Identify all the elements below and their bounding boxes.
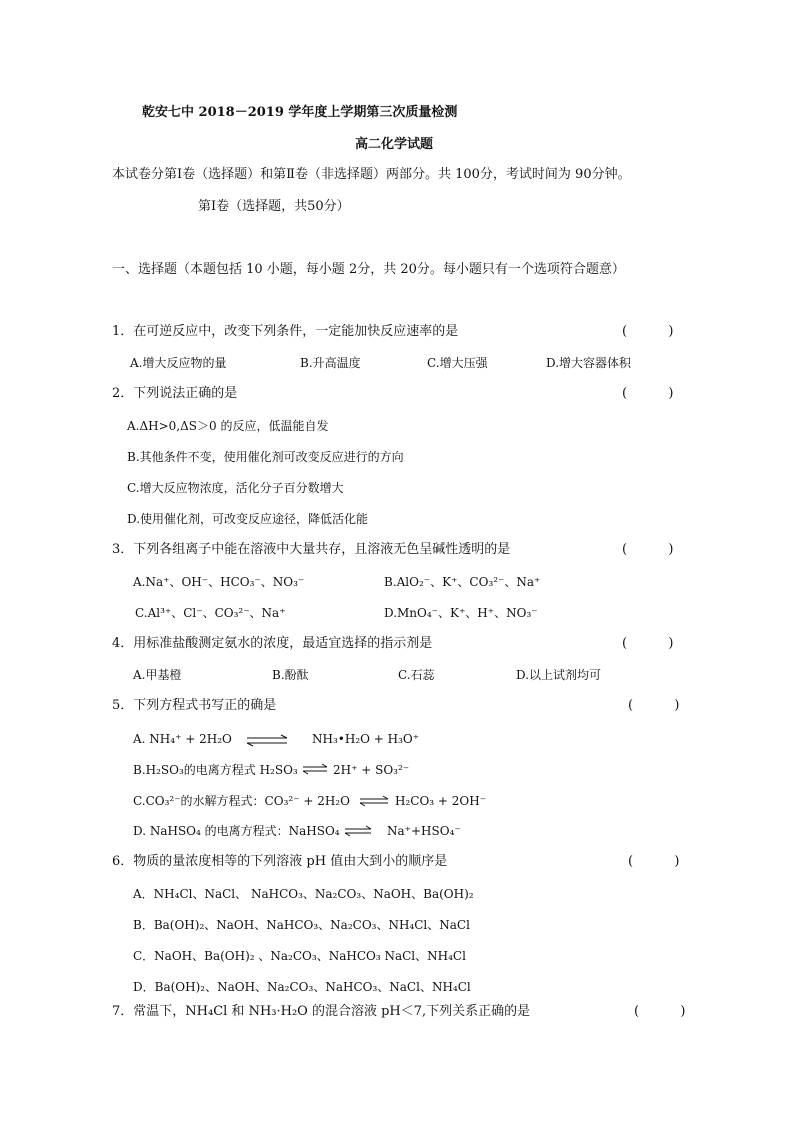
question-6-stem: 6．物质的量浓度相等的下列溶液 pH 值由大到小的顺序是 (112, 854, 448, 869)
question-6-option-b: B．Ba(OH)₂、NaOH、NaHCO₃、Na₂CO₃、NH₄Cl、NaCl (133, 918, 470, 932)
question-1-option-b: B.升高温度 (300, 356, 361, 370)
question-3-option-a: A.Na⁺、OH⁻、HCO₃⁻、NO₃⁻ (133, 575, 305, 589)
question-3-option-c: C.Al³⁺、Cl⁻、CO₃²⁻、Na⁺ (135, 606, 286, 620)
question-2-stem: 2．下列说法正确的是 (112, 386, 238, 401)
question-3-stem: 3．下列各组离子中能在溶液中大量共存，且溶液无色呈碱性透明的是 (112, 542, 511, 557)
question-3-option-d: D.MnO₄⁻、K⁺、H⁺、NO₃⁻ (384, 606, 538, 620)
question-2-answer-blank: ( ) (622, 386, 674, 401)
exam-title: 乾安七中 2018－2019 学年度上学期第三次质量检测 (142, 105, 458, 120)
question-5-option-a-left: A. NH₄⁺ + 2H₂O (133, 732, 232, 746)
equilibrium-arrow-icon (301, 763, 329, 775)
question-4-answer-blank: ( ) (622, 636, 674, 651)
exam-intro: 本试卷分第Ⅰ卷（选择题）和第Ⅱ卷（非选择题）两部分。共 100分，考试时间为 90分钟。 (112, 167, 631, 182)
question-1-option-a: A.增大反应物的量 (130, 356, 227, 370)
question-5-option-b-left: B.H₂SO₃的电离方程式 H₂SO₃ (133, 763, 298, 777)
question-7-answer-blank: ( ) (634, 1004, 686, 1019)
section1-heading: 一、选择题（本题包括 10 小题，每小题 2分，共 20分。每小题只有一个选项符合题意） (112, 262, 625, 277)
question-6-option-d: D．Ba(OH)₂、NaOH、Na₂CO₃、NaHCO₃、NaCl、NH₄Cl (133, 980, 471, 994)
question-6-option-a: A．NH₄Cl、NaCl、 NaHCO₃、Na₂CO₃、NaOH、Ba(OH)₂ (133, 887, 474, 901)
part1-heading: 第Ⅰ卷（选择题，共50分） (198, 199, 350, 214)
question-2-option-b: B.其他条件不变，使用催化剂可改变反应进行的方向 (127, 450, 404, 464)
question-6-option-c: C．NaOH、Ba(OH)₂ 、Na₂CO₃、NaHCO₃ NaCl、NH₄Cl (133, 949, 466, 963)
question-5-option-c-right: H₂CO₃ + 2OH⁻ (395, 794, 487, 808)
question-4-option-a: A.甲基橙 (133, 668, 182, 682)
question-2-option-d: D.使用催化剂，可改变反应途径，降低活化能 (127, 512, 369, 526)
question-5-option-b-right: 2H⁺ + SO₃²⁻ (333, 763, 410, 777)
question-4-stem: 4．用标准盐酸测定氨水的浓度，最适宜选择的指示剂是 (112, 636, 433, 651)
equilibrium-arrow-icon (343, 825, 373, 837)
question-2-option-a: A.ΔH>0,ΔS＞0 的反应，低温能自发 (127, 419, 329, 433)
question-5-option-a-right: NH₃•H₂O + H₃O⁺ (312, 732, 420, 746)
question-6-answer-blank: ( ) (628, 854, 680, 869)
question-4-option-c: C.石蕊 (398, 668, 435, 682)
question-7-stem: 7．常温下，NH₄Cl 和 NH₃·H₂O 的混合溶液 pH＜7,下列关系正确的是 (112, 1004, 531, 1019)
question-3-option-b: B.AlO₂⁻、K⁺、CO₃²⁻、Na⁺ (384, 575, 541, 589)
question-1-answer-blank: ( ) (622, 324, 674, 339)
equilibrium-arrow-icon (358, 795, 390, 807)
question-5-option-d-left: D. NaHSO₄ 的电离方程式：NaHSO₄ (133, 824, 340, 838)
question-5-stem: 5．下列方程式书写正的确是 (112, 698, 277, 713)
question-1-option-c: C.增大压强 (427, 356, 488, 370)
question-2-option-c: C.增大反应物浓度，活化分子百分数增大 (127, 481, 344, 495)
equilibrium-arrow-icon (244, 733, 290, 747)
question-4-option-b: B.酚酞 (272, 668, 309, 682)
question-4-option-d: D.以上试剂均可 (516, 668, 602, 682)
question-5-answer-blank: ( ) (628, 698, 680, 713)
exam-subtitle: 高二化学试题 (355, 137, 434, 152)
question-5-option-c-left: C.CO₃²⁻的水解方程式：CO₃²⁻ + 2H₂O (133, 794, 350, 808)
question-5-option-d-right: Na⁺+HSO₄⁻ (387, 824, 461, 838)
question-1-option-d: D.增大容器体积 (546, 356, 632, 370)
question-3-answer-blank: ( ) (622, 542, 674, 557)
question-1-stem: 1．在可逆反应中，改变下列条件，一定能加快反应速率的是 (112, 324, 459, 339)
